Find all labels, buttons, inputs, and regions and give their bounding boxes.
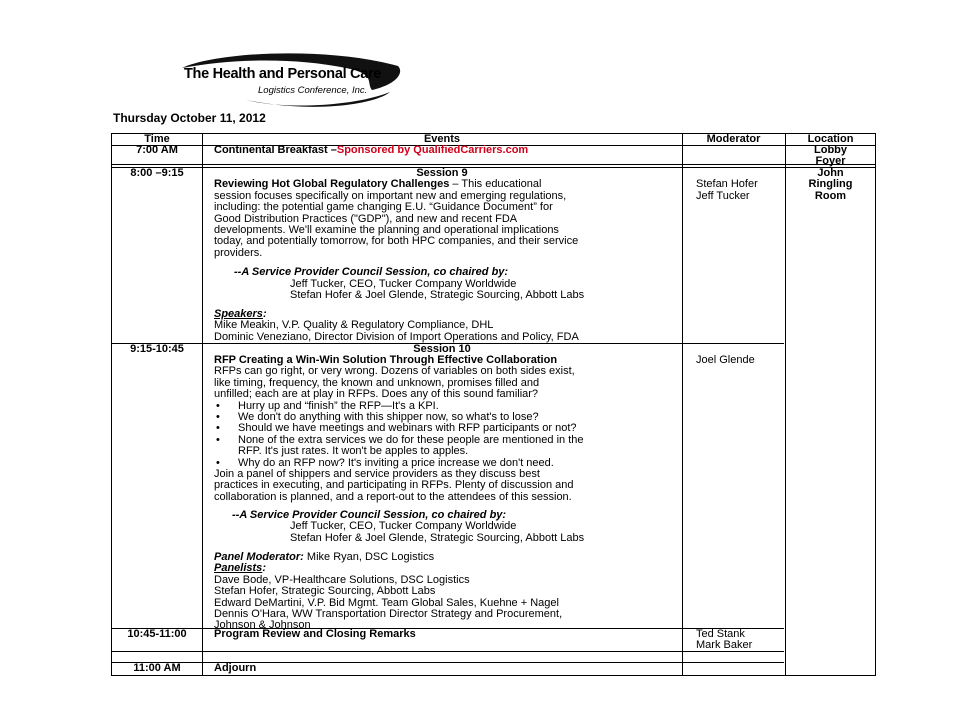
row2-speakers-label: Speakers: [214, 308, 263, 320]
row2-desc: Good Distribution Practices ("GDP"), and new and recent FDA: [214, 212, 518, 225]
row2-chair: Jeff Tucker, CEO, Tucker Company Worldwide: [290, 278, 517, 290]
header-location: Location: [807, 133, 854, 145]
row3-panelist: Stefan Hofer, Strategic Sourcing, Abbott Labs: [214, 585, 436, 598]
row3-panelists-label: Panelists: [214, 562, 263, 575]
row2-desc: providers.: [214, 246, 263, 259]
row4-time: 10:45-11:00: [127, 628, 187, 640]
row2-speaker: Dominic Veneziano, Director Division of Import Operations and Policy, FDA: [214, 330, 579, 343]
row3-panelist: Dennis O'Hara, WW Transportation Director Strategy and Procurement,: [214, 608, 563, 620]
row2-chair: Stefan Hofer & Joel Glende, Strategic Sourcing, Abbott Labs: [290, 289, 585, 302]
row3-panel-moderator-name: Mike Ryan, DSC Logistics: [303, 551, 435, 563]
row3-desc: RFPs can go right, or very wrong. Dozens of variables on both sides exist,: [214, 365, 575, 378]
row2-council: --A Service Provider Council Session, co chaired by:: [234, 266, 509, 278]
row2-desc: developments. We'll examine the planning and operational implications: [214, 224, 559, 236]
row3-bullet-continued: RFP. It's just rates. It won't be apples to apples.: [238, 445, 469, 458]
row1-event-title: Continental Breakfast –: [214, 144, 337, 156]
row2-session: Session 9: [416, 167, 468, 179]
row3-bullet: Should we have meetings and webinars with RFP participants or not?: [238, 422, 577, 435]
header-time: Time: [144, 133, 170, 145]
row3-panel-moderator-label: Panel Moderator:: [214, 551, 304, 563]
row2-location: Room: [814, 189, 847, 202]
row-divider: [112, 164, 875, 165]
row4-moderator: Ted Stank: [696, 628, 745, 640]
row2-desc: session focuses specifically on important new and emerging regulations,: [214, 189, 567, 202]
row4-event: Program Review and Closing Remarks: [214, 628, 416, 640]
row3-panelist: Edward DeMartini, V.P. Bid Mgmt. Team Global Sales, Kuehne + Nagel: [214, 596, 559, 609]
row2-desc-first: – This educational: [449, 178, 542, 191]
row2-moderator: Stefan Hofer: [696, 178, 758, 191]
row5-event: Adjourn: [214, 662, 257, 674]
row-divider: [112, 628, 784, 629]
row2-desc: today, and potentially tomorrow, for both HPC companies, and their service: [214, 235, 579, 248]
row2-title: Reviewing Hot Global Regulatory Challenges: [214, 178, 450, 191]
logo-title: The Health and Personal Care: [184, 66, 382, 82]
row1-sponsor: Sponsored by QualifiedCarriers.com: [336, 144, 529, 156]
row-divider: [112, 662, 784, 663]
row3-chair: Jeff Tucker, CEO, Tucker Company Worldwide: [290, 520, 517, 533]
row3-panelist: Dave Bode, VP-Healthcare Solutions, DSC Logistics: [214, 573, 470, 586]
bullet-icon: •: [216, 456, 220, 469]
row3-moderator: Joel Glende: [696, 354, 755, 366]
row3-join: practices in executing, and participating in RFPs. Plenty of discussion and: [214, 479, 574, 492]
conference-logo: [176, 48, 408, 114]
row2-location: John: [817, 167, 844, 179]
row4-moderator: Mark Baker: [696, 639, 753, 652]
row3-desc: unfilled; each are at play in RFPs. Does any of this sound familiar?: [214, 388, 539, 401]
logo-subtitle: Logistics Conference, Inc.: [258, 85, 368, 96]
row2-time: 8:00 –9:15: [130, 167, 184, 179]
row3-join: collaboration is planned, and a report-out to the attendees of this session.: [214, 490, 572, 503]
row-divider: [112, 651, 784, 652]
row3-join: Join a panel of shippers and service providers as they discuss best: [214, 468, 540, 480]
row2-desc: including: the potential game changing E.U. “Guidance Document” for: [214, 201, 553, 214]
row3-bullet: Hurry up and “finish” the RFP—It's a KPI.: [238, 399, 439, 412]
row2-moderator: Jeff Tucker: [696, 189, 750, 202]
row3-session: Session 10: [413, 343, 471, 355]
row3-panelist: Johnson & Johnson: [214, 619, 311, 632]
bullet-icon: •: [216, 411, 220, 423]
row3-chair: Stefan Hofer & Joel Glende, Strategic Sourcing, Abbott Labs: [290, 531, 585, 544]
row3-desc: like timing, frequency, the known and unknown, promises filled and: [214, 376, 540, 389]
row1-time: 7:00 AM: [136, 144, 178, 156]
row3-bullet: We don't do anything with this shipper now, so what's to lose?: [238, 411, 539, 423]
row3-council: --A Service Provider Council Session, co chaired by:: [232, 509, 507, 521]
schedule-table: [111, 133, 876, 676]
row1-event: [214, 145, 528, 156]
row1-location-2: Foyer: [815, 155, 846, 168]
row2-location: Ringling: [808, 178, 853, 191]
header-moderator: Moderator: [706, 133, 761, 145]
bullet-icon: •: [216, 399, 220, 412]
col-divider: [682, 134, 683, 675]
col-divider: [785, 134, 786, 675]
row3-title: RFP Creating a Win-Win Solution Through Effective Collaboration: [214, 354, 558, 366]
row2-speakers-colon: :: [262, 308, 267, 320]
col-divider: [202, 134, 203, 675]
row5-time: 11:00 AM: [133, 662, 181, 674]
row3-bullet: None of the extra services we do for these people are mentioned in the: [238, 433, 584, 446]
row3-panelists-colon: :: [262, 562, 266, 575]
date-heading: Thursday October 11, 2012: [113, 111, 266, 125]
row3-time: 9:15-10:45: [130, 343, 184, 355]
bullet-icon: •: [216, 433, 220, 446]
row1-location-1: Lobby: [814, 144, 847, 156]
header-events: Events: [423, 133, 461, 145]
row3-bullet: Why do an RFP now? It's inviting a price increase we don't need.: [238, 456, 554, 469]
row2-speaker: Mike Meakin, V.P. Quality & Regulatory Compliance, DHL: [214, 319, 494, 332]
bullet-icon: •: [216, 422, 220, 435]
